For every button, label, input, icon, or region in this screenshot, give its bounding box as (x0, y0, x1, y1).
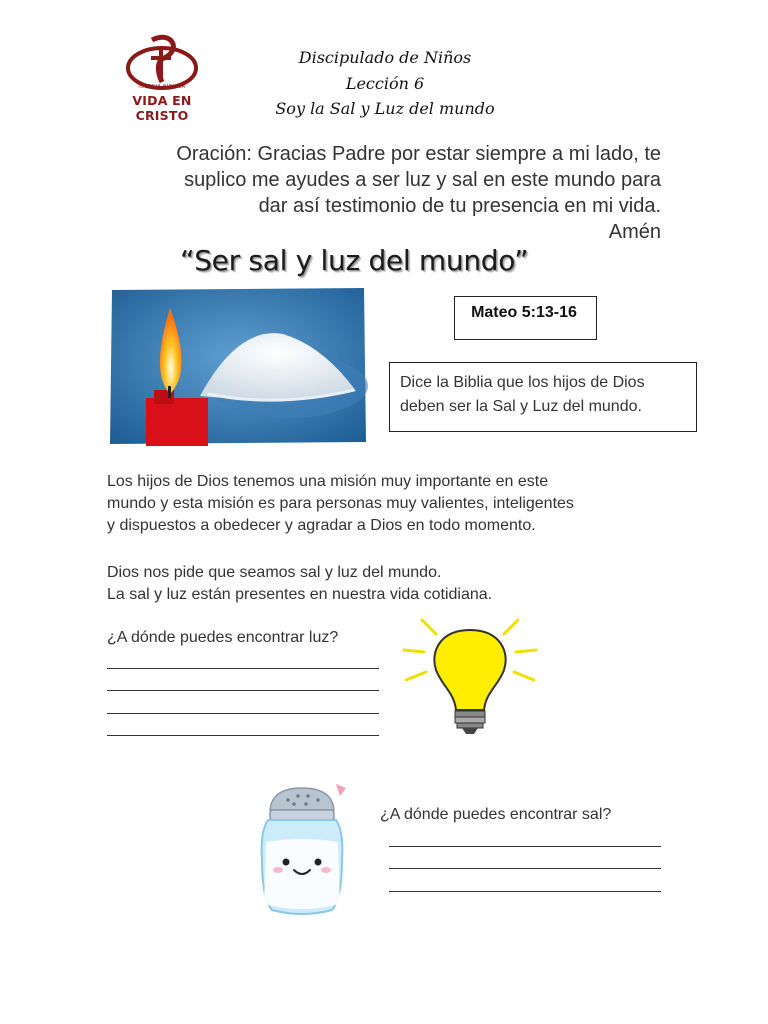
paragraph-line: La sal y luz están presentes en nuestra vida cotidiana. (107, 586, 493, 603)
answer-line-salt[interactable] (389, 891, 661, 892)
prayer-amen: Amén (608, 221, 661, 243)
answer-line-salt[interactable] (389, 846, 661, 847)
answer-line-salt[interactable] (389, 868, 661, 869)
header-lesson: Lección 6 (345, 74, 425, 93)
quote-line: deben ser la Sal y Luz del mundo. (400, 398, 642, 415)
answer-line-light[interactable] (107, 690, 379, 691)
prayer-line: suplico me ayudes a ser luz y sal en este mundo para (184, 169, 661, 191)
salt-shaker-icon (248, 780, 356, 920)
candle-salt-photo (108, 286, 368, 446)
answer-line-light[interactable] (107, 668, 379, 669)
salt-light-paragraph (107, 562, 707, 606)
question-light: ¿A dónde puedes encontrar luz? (107, 629, 339, 646)
bible-reference: Mateo 5:13-16 (471, 304, 577, 321)
quote-line: Dice la Biblia que los hijos de Dios (400, 374, 645, 391)
lesson-title: “Ser sal y luz del mundo” (180, 244, 529, 277)
paragraph-line: y dispuestos a obedecer y agradar a Dios en todo momento. (107, 517, 536, 534)
answer-line-light[interactable] (107, 735, 379, 736)
prayer-text (110, 141, 661, 245)
paragraph-line: mundo y esta misión es para personas muy valientes, inteligentes (107, 495, 574, 512)
paragraph-line: Dios nos pide que seamos sal y luz del mundo. (107, 564, 442, 581)
logo-church-name: VIDA EN CRISTO (132, 93, 192, 123)
quote-box (389, 362, 697, 432)
question-salt: ¿A dónde puedes encontrar sal? (380, 806, 612, 823)
mission-paragraph (107, 471, 707, 537)
logo-church-label: IGLESIA BÍBLICA (138, 84, 186, 90)
header-topic: Soy la Sal y Luz del mundo (275, 99, 495, 118)
header-program: Discipulado de Niños (298, 48, 472, 67)
prayer-line: dar así testimonio de tu presencia en mi vida. (258, 195, 661, 217)
paragraph-line: Los hijos de Dios tenemos una misión muy importante en este (107, 473, 549, 490)
light-bulb-icon (400, 610, 540, 740)
answer-line-light[interactable] (107, 713, 379, 714)
prayer-line: Oración: Gracias Padre por estar siempre a mi lado, te (176, 143, 661, 165)
